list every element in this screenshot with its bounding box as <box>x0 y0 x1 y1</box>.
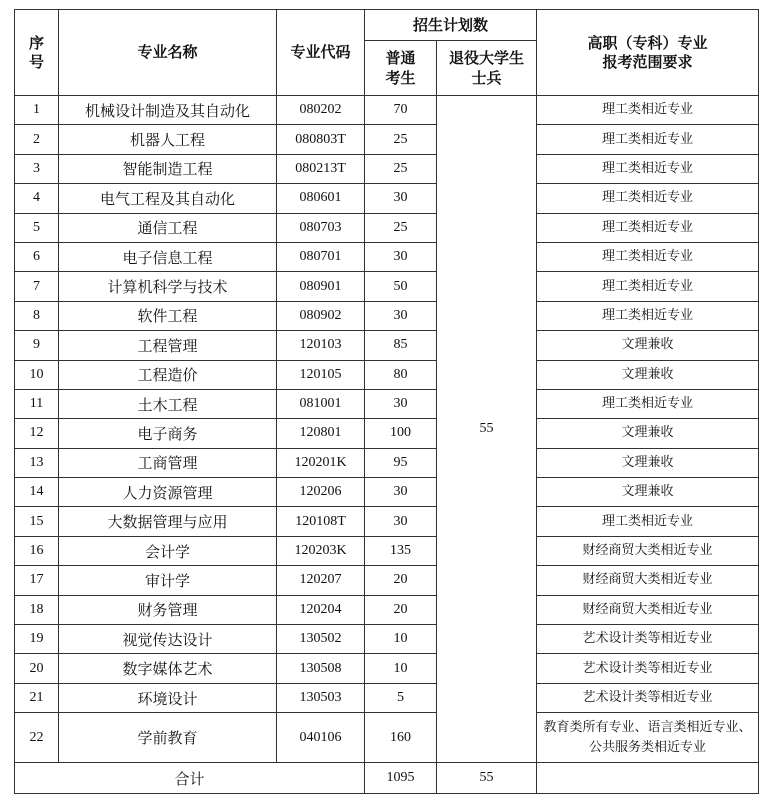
row-seq: 3 <box>15 154 59 183</box>
row-normal-count: 95 <box>365 448 437 477</box>
row-major-name: 土木工程 <box>59 389 277 418</box>
table-row <box>15 478 759 507</box>
row-normal-count: 30 <box>365 301 437 330</box>
row-normal-count: 10 <box>365 654 437 683</box>
row-normal-count: 25 <box>365 213 437 242</box>
table-row <box>15 184 759 213</box>
table-row <box>15 419 759 448</box>
row-seq: 13 <box>15 448 59 477</box>
row-major-code: 080202 <box>277 96 365 125</box>
total-normal-count: 1095 <box>365 763 437 794</box>
enrollment-plan-table <box>14 9 759 794</box>
row-requirement: 艺术设计类等相近专业 <box>537 683 759 712</box>
table-row <box>15 536 759 565</box>
header-major-name: 专业名称 <box>59 10 277 96</box>
row-major-code: 130503 <box>277 683 365 712</box>
table-row <box>15 125 759 154</box>
row-major-code: 120201K <box>277 448 365 477</box>
row-major-name: 通信工程 <box>59 213 277 242</box>
header-veteran-students: 退役大学生士兵 <box>437 41 537 96</box>
row-normal-count: 25 <box>365 125 437 154</box>
row-major-name: 视觉传达设计 <box>59 625 277 654</box>
row-normal-count: 50 <box>365 272 437 301</box>
table-row <box>15 713 759 763</box>
row-seq: 14 <box>15 478 59 507</box>
table-row <box>15 331 759 360</box>
total-row <box>15 763 759 794</box>
row-major-name: 人力资源管理 <box>59 478 277 507</box>
header-enrollment-plan: 招生计划数 <box>365 10 537 41</box>
table-row <box>15 213 759 242</box>
row-requirement: 理工类相近专业 <box>537 154 759 183</box>
header-requirement: 高职（专科）专业报考范围要求 <box>537 10 759 96</box>
row-requirement: 财经商贸大类相近专业 <box>537 566 759 595</box>
table-row <box>15 96 759 125</box>
row-major-code: 120108T <box>277 507 365 536</box>
row-seq: 9 <box>15 331 59 360</box>
row-requirement: 理工类相近专业 <box>537 184 759 213</box>
row-normal-count: 100 <box>365 419 437 448</box>
table-row <box>15 595 759 624</box>
row-major-code: 120206 <box>277 478 365 507</box>
row-requirement: 财经商贸大类相近专业 <box>537 595 759 624</box>
row-major-name: 机械设计制造及其自动化 <box>59 96 277 125</box>
row-requirement: 文理兼收 <box>537 419 759 448</box>
row-normal-count: 30 <box>365 507 437 536</box>
row-major-code: 040106 <box>277 713 365 763</box>
row-seq: 10 <box>15 360 59 389</box>
row-major-name: 环境设计 <box>59 683 277 712</box>
table-row <box>15 301 759 330</box>
row-normal-count: 30 <box>365 389 437 418</box>
row-requirement: 理工类相近专业 <box>537 389 759 418</box>
row-major-name: 大数据管理与应用 <box>59 507 277 536</box>
row-seq: 1 <box>15 96 59 125</box>
table-row <box>15 448 759 477</box>
table-row <box>15 360 759 389</box>
row-major-name: 电子信息工程 <box>59 242 277 271</box>
row-requirement: 理工类相近专业 <box>537 507 759 536</box>
row-major-code: 080213T <box>277 154 365 183</box>
row-requirement: 艺术设计类等相近专业 <box>537 625 759 654</box>
row-major-code: 120105 <box>277 360 365 389</box>
row-normal-count: 135 <box>365 536 437 565</box>
row-normal-count: 25 <box>365 154 437 183</box>
table-row <box>15 654 759 683</box>
total-label: 合计 <box>15 763 365 794</box>
row-seq: 22 <box>15 713 59 763</box>
row-requirement: 理工类相近专业 <box>537 301 759 330</box>
table-row <box>15 683 759 712</box>
table-row <box>15 625 759 654</box>
row-major-code: 080901 <box>277 272 365 301</box>
row-seq: 19 <box>15 625 59 654</box>
row-major-name: 智能制造工程 <box>59 154 277 183</box>
row-major-name: 工程管理 <box>59 331 277 360</box>
header-row-1 <box>15 10 759 41</box>
row-seq: 18 <box>15 595 59 624</box>
row-seq: 4 <box>15 184 59 213</box>
row-major-code: 120801 <box>277 419 365 448</box>
row-major-name: 会计学 <box>59 536 277 565</box>
row-normal-count: 5 <box>365 683 437 712</box>
row-seq: 11 <box>15 389 59 418</box>
row-requirement: 理工类相近专业 <box>537 96 759 125</box>
row-major-name: 机器人工程 <box>59 125 277 154</box>
row-major-code: 081001 <box>277 389 365 418</box>
row-requirement: 财经商贸大类相近专业 <box>537 536 759 565</box>
table-row <box>15 154 759 183</box>
row-major-code: 120203K <box>277 536 365 565</box>
row-seq: 7 <box>15 272 59 301</box>
total-veteran-count: 55 <box>437 763 537 794</box>
row-requirement: 理工类相近专业 <box>537 272 759 301</box>
row-seq: 5 <box>15 213 59 242</box>
row-seq: 6 <box>15 242 59 271</box>
table-body <box>15 96 759 794</box>
header-major-code: 专业代码 <box>277 10 365 96</box>
row-major-code: 130508 <box>277 654 365 683</box>
row-major-name: 计算机科学与技术 <box>59 272 277 301</box>
row-requirement: 文理兼收 <box>537 360 759 389</box>
table-row <box>15 566 759 595</box>
row-major-name: 审计学 <box>59 566 277 595</box>
row-requirement: 理工类相近专业 <box>537 242 759 271</box>
row-normal-count: 30 <box>365 478 437 507</box>
row-major-code: 080703 <box>277 213 365 242</box>
row-major-name: 电子商务 <box>59 419 277 448</box>
table-row <box>15 389 759 418</box>
row-normal-count: 70 <box>365 96 437 125</box>
row-requirement: 理工类相近专业 <box>537 125 759 154</box>
row-seq: 17 <box>15 566 59 595</box>
row-requirement: 理工类相近专业 <box>537 213 759 242</box>
row-normal-count: 20 <box>365 566 437 595</box>
row-normal-count: 30 <box>365 242 437 271</box>
row-major-name: 工程造价 <box>59 360 277 389</box>
row-normal-count: 85 <box>365 331 437 360</box>
row-requirement: 教育类所有专业、语言类相近专业、公共服务类相近专业 <box>537 713 759 763</box>
row-normal-count: 160 <box>365 713 437 763</box>
row-normal-count: 30 <box>365 184 437 213</box>
table-row <box>15 507 759 536</box>
row-major-code: 080701 <box>277 242 365 271</box>
row-major-name: 电气工程及其自动化 <box>59 184 277 213</box>
row-requirement: 艺术设计类等相近专业 <box>537 654 759 683</box>
row-major-name: 软件工程 <box>59 301 277 330</box>
table-row <box>15 272 759 301</box>
row-major-name: 数字媒体艺术 <box>59 654 277 683</box>
row-major-code: 080902 <box>277 301 365 330</box>
row-major-code: 120103 <box>277 331 365 360</box>
row-requirement: 文理兼收 <box>537 478 759 507</box>
header-seq: 序号 <box>15 10 59 96</box>
row-seq: 21 <box>15 683 59 712</box>
row-major-code: 080803T <box>277 125 365 154</box>
row-seq: 15 <box>15 507 59 536</box>
row-major-name: 学前教育 <box>59 713 277 763</box>
row-seq: 12 <box>15 419 59 448</box>
row-major-code: 130502 <box>277 625 365 654</box>
table-row <box>15 242 759 271</box>
row-seq: 8 <box>15 301 59 330</box>
row-requirement: 文理兼收 <box>537 448 759 477</box>
row-major-code: 120204 <box>277 595 365 624</box>
row-normal-count: 10 <box>365 625 437 654</box>
row-major-code: 080601 <box>277 184 365 213</box>
row-normal-count: 80 <box>365 360 437 389</box>
row-seq: 16 <box>15 536 59 565</box>
total-requirement-empty <box>537 763 759 794</box>
row-seq: 20 <box>15 654 59 683</box>
veteran-merged-count: 55 <box>437 96 537 763</box>
row-major-name: 财务管理 <box>59 595 277 624</box>
row-seq: 2 <box>15 125 59 154</box>
row-major-code: 120207 <box>277 566 365 595</box>
row-normal-count: 20 <box>365 595 437 624</box>
header-normal-students: 普通考生 <box>365 41 437 96</box>
row-major-name: 工商管理 <box>59 448 277 477</box>
row-requirement: 文理兼收 <box>537 331 759 360</box>
